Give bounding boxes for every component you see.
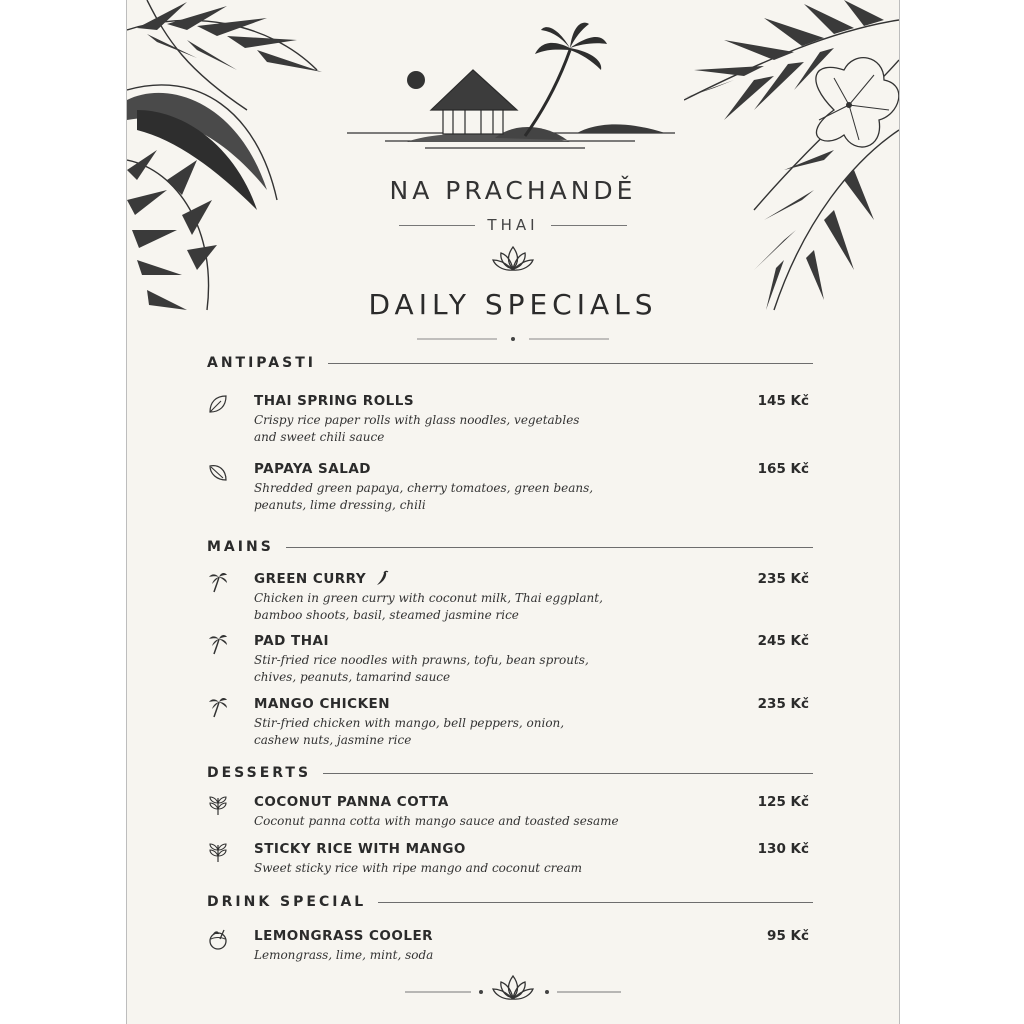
description-line: Lemongrass, lime, mint, soda — [254, 948, 434, 962]
item-description — [254, 860, 674, 877]
section-heading-desserts — [207, 762, 813, 784]
item-description — [254, 480, 654, 514]
restaurant-name: NA PRACHANDĚ — [389, 176, 637, 205]
hibiscus-leaves-right-illustration — [684, 0, 899, 320]
divider — [551, 225, 627, 226]
item-description — [254, 652, 654, 686]
divider — [328, 363, 813, 364]
section-title: DESSERTS — [207, 765, 312, 781]
section-title: ANTIPASTI — [207, 355, 316, 371]
coconut-drink-icon — [207, 928, 229, 950]
restaurant-subtitle: THAI — [487, 216, 539, 234]
item-name: PAD THAI — [254, 633, 329, 649]
herb-sprig-icon — [207, 841, 229, 863]
item-price: 165 Kč — [757, 461, 809, 477]
item-description — [254, 590, 654, 624]
leaf-icon — [207, 461, 229, 483]
description-line: chives, peanuts, tamarind sauce — [254, 670, 451, 684]
menu-page — [126, 0, 900, 1024]
page-title: DAILY SPECIALS — [368, 288, 658, 321]
item-description — [254, 813, 674, 830]
herb-sprig-icon — [207, 794, 229, 816]
restaurant-subtitle-row — [127, 215, 899, 235]
item-name: PAPAYA SALAD — [254, 461, 371, 477]
item-name: LEMONGRASS COOLER — [254, 928, 434, 944]
item-price: 235 Kč — [757, 696, 809, 712]
palm-leaves-left-illustration — [127, 0, 327, 320]
palm-tree-icon — [207, 571, 229, 593]
item-description — [254, 412, 654, 446]
description-line: Sweet sticky rice with ripe mango and coconut cream — [254, 861, 583, 875]
chili-pepper-icon — [374, 570, 390, 586]
title-divider-ornament — [417, 332, 609, 346]
item-name: THAI SPRING ROLLS — [254, 393, 415, 409]
item-name: GREEN CURRY — [254, 571, 367, 587]
description-line: Shredded green papaya, cherry tomatoes, green beans, — [254, 481, 594, 495]
item-price: 125 Kč — [757, 794, 809, 810]
description-line: bamboo shoots, basil, steamed jasmine rice — [254, 608, 519, 622]
description-line: Chicken in green curry with coconut milk, Thai eggplant, — [254, 591, 603, 605]
item-price: 130 Kč — [757, 841, 809, 857]
footer-lotus-ornament — [403, 968, 623, 1008]
section-heading-antipasti — [207, 352, 813, 374]
beach-hut-illustration — [345, 18, 681, 158]
section-heading-drink-special — [207, 891, 813, 913]
item-name: MANGO CHICKEN — [254, 696, 391, 712]
description-line: Stir-fried chicken with mango, bell peppers, onion, — [254, 716, 565, 730]
item-price: 95 Kč — [767, 928, 809, 944]
section-heading-mains — [207, 536, 813, 558]
item-name: STICKY RICE WITH MANGO — [254, 841, 466, 857]
divider — [378, 902, 813, 903]
item-price: 145 Kč — [757, 393, 809, 409]
palm-tree-icon — [207, 696, 229, 718]
description-line: cashew nuts, jasmine rice — [254, 733, 412, 747]
item-description — [254, 715, 654, 749]
description-line: and sweet chili sauce — [254, 430, 385, 444]
divider — [286, 547, 813, 548]
section-title: MAINS — [207, 539, 274, 555]
leaf-icon — [207, 393, 229, 415]
item-description — [254, 947, 654, 964]
lotus-icon — [490, 243, 536, 275]
palm-tree-icon — [207, 633, 229, 655]
description-line: Stir-fried rice noodles with prawns, tofu, bean sprouts, — [254, 653, 589, 667]
description-line: peanuts, lime dressing, chili — [254, 498, 426, 512]
description-line: Crispy rice paper rolls with glass noodles, vegetables — [254, 413, 580, 427]
section-title: DRINK SPECIAL — [207, 894, 367, 910]
description-line: Coconut panna cotta with mango sauce and toasted sesame — [254, 814, 619, 828]
divider — [323, 773, 813, 774]
item-name: COCONUT PANNA COTTA — [254, 794, 449, 810]
item-price: 235 Kč — [757, 571, 809, 587]
item-price: 245 Kč — [757, 633, 809, 649]
divider — [399, 225, 475, 226]
